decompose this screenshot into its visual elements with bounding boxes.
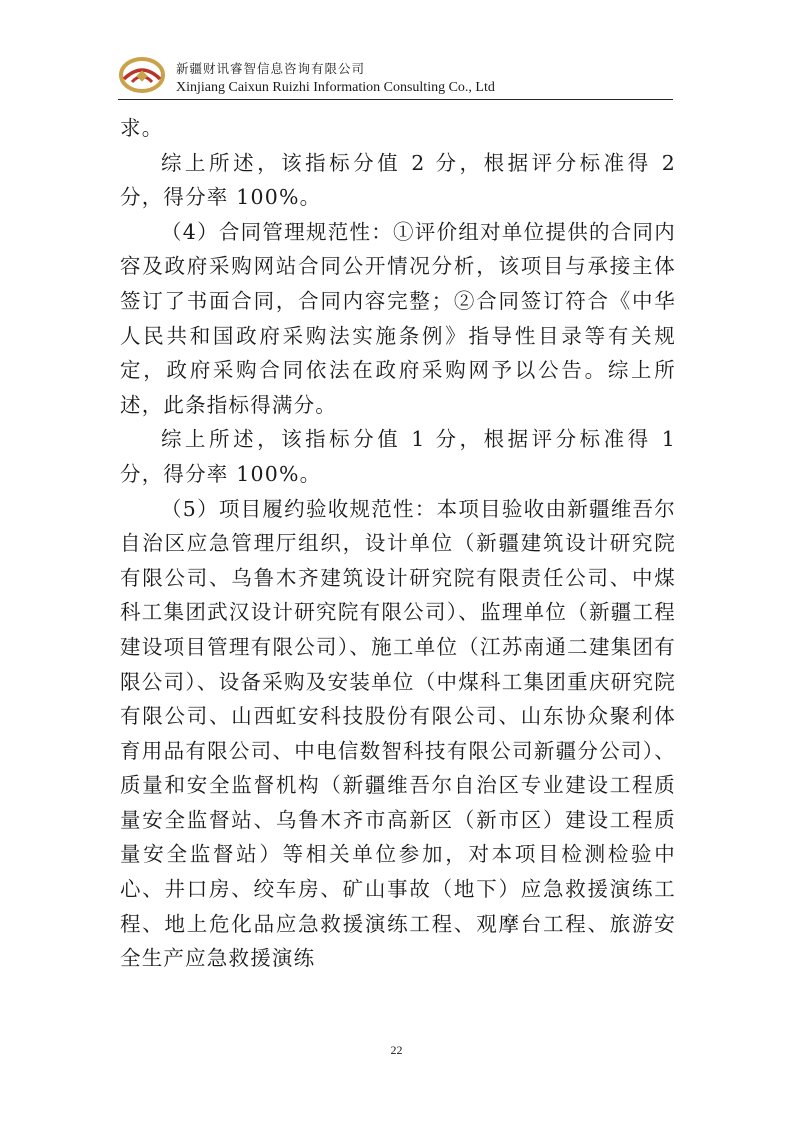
page-number: 22	[390, 1043, 403, 1057]
page-header	[118, 55, 673, 101]
paragraph-continuation: 求。	[120, 116, 164, 140]
company-name-cn: 新疆财讯睿智信息咨询有限公司	[176, 61, 366, 76]
paragraph-acceptance: （5）项目履约验收规范性：本项目验收由新疆维吾尔自治区应急管理厅组织，设计单位（新疆建筑设计研究院有限公司、乌鲁木齐建筑设计研究院有限责任公司、中煤科工集团武汉设计研究院有限公司）、监理单位（新疆工程建设项目管理有限公司）、施工单位（江苏南通二建集团有限公司）、设备采购及安装单位（中煤科工集团重庆研究院有限公司、山西虹安科技股份有限公司、山东协众聚利体育用品有限公司、中电信数智科技有限公司新疆分公司）、质量和安全监督机构（新疆维吾尔自治区专业建设工程质量安全监督站、乌鲁木齐市高新区（新市区）建设工程质量安全监督站）等相关单位参加，对本项目检测检验中心、井口房、绞车房、矿山事故（地下）应急救援演练工程、地上危化品应急救援演练工程、观摩台工程、旅游安全生产应急救援演练	[120, 496, 676, 971]
header-divider	[118, 99, 673, 100]
paragraph-summary-1: 综上所述，该指标分值 2 分，根据评分标准得 2 分，得分率 100%。	[120, 150, 676, 210]
document-body	[120, 111, 676, 976]
company-name-en: Xinjiang Caixun Ruizhi Information Consulting Co., Ltd	[176, 80, 495, 95]
paragraph-contract-management: （4）合同管理规范性：①评价组对单位提供的合同内容及政府采购网站合同公开情况分析，该项目与承接主体签订了书面合同，合同内容完整；②合同签订符合《中华人民共和国政府采购法实施条例》指导性目录等有关规定，政府采购合同依法在政府采购网予以公告。综上所述，此条指标得满分。	[120, 219, 676, 417]
paragraph-summary-2: 综上所述，该指标分值 1 分，根据评分标准得 1 分，得分率 100%。	[120, 427, 676, 486]
company-logo-icon	[118, 55, 166, 95]
